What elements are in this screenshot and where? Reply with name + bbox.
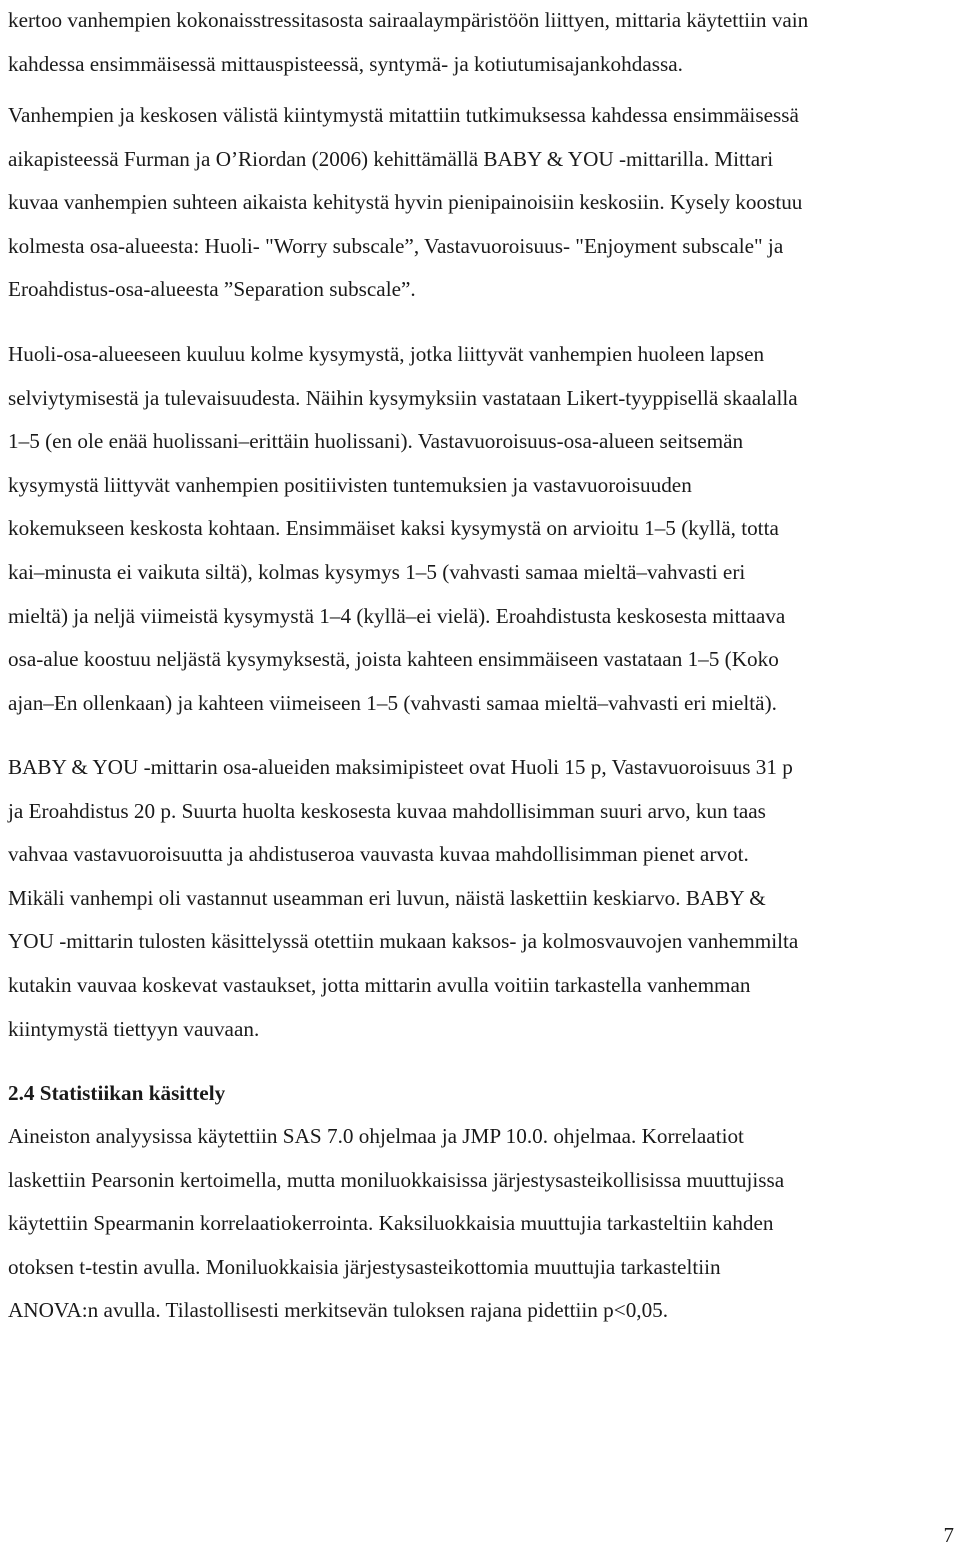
paragraph-statistics: Aineiston analyysissa käytettiin SAS 7.0 ohjelmaa ja JMP 10.0. ohjelmaa. Korrelaatiot laskettiin Pearsonin kertoimella, mutta moniluokkaisissa järjestysasteikollisissa muuttujissa käytettiin Spearmanin korrelaatiokerrointa. Kaksiluokkaisia muuttujia tarkasteltiin kahden otoksen t-testin avulla. Moniluokkaisia järjestysasteikottomia muuttujia tarkasteltiin ANOVA:n avulla. Tilastollisesti merkitsevän tuloksen rajana pidettiin p<0,05. bbox=[8, 1124, 785, 1323]
paragraph-baby-and-you-intro: Vanhempien ja keskosen välistä kiintymystä mitattiin tutkimuksessa kahdessa ensimmäisessä aikapisteessä Furman ja O’Riordan (2006) kehittämällä BABY & YOU -mittarilla. Mittari kuvaa vanhempien suhteen aikaista kehitystä hyvin pienipainoisiin keskosiin. Kysely koostuu kolmesta osa-alueesta: Huoli- "Worry subscale”, Vastavuoroisuus- "Enjoyment subscale" ja Eroahdistus-osa-alueesta ”Separation subscale”. bbox=[8, 103, 803, 302]
paragraph-max-scores: BABY & YOU -mittarin osa-alueiden maksimipisteet ovat Huoli 15 p, Vastavuoroisuus 31 p ja Eroahdistus 20 p. Suurta huolta keskosesta kuvaa mahdollisimman suuri arvo, kun taas vahvaa vastavuoroisuutta ja ahdistuseroa vauvasta kuvaa mahdollisimman pienet arvot. Mikäli vanhempi oli vastannut useamman eri luvun, näistä laskettiin keskiarvo. BABY & YOU -mittarin tulosten käsittelyssä otettiin mukaan kaksos- ja kolmosvauvojen vanhemmilta kutakin vauvaa koskevat vastaukset, jotta mittarin avulla voitiin tarkastella vanhemman kiintymystä tiettyyn vauvaan. bbox=[8, 755, 799, 1041]
page-number: 7 bbox=[943, 1523, 954, 1547]
paragraph-subscales: Huoli-osa-alueeseen kuuluu kolme kysymystä, jotka liittyvät vanhempien huoleen lapsen selviytymisestä ja tulevaisuudesta. Näihin kysymyksiin vastataan Likert-tyyppisellä skaalalla 1–5 (en ole enää huolissani–erittäin huolissani). Vastavuoroisuus-osa-alueen seitsemän kysymystä liittyvät vanhempien positiivisten tuntemuksien ja vastavuoroisuuden kokemukseen keskosta kohtaan. Ensimmäiset kaksi kysymystä on arvioitu 1–5 (kyllä, totta kai–minusta ei vaikuta siltä), kolmas kysymys 1–5 (vahvasti samaa mieltä–vahvasti eri mieltä) ja neljä viimeistä kysymystä 1–4 (kyllä–ei vielä). Eroahdistusta keskosesta mittaava osa-alue koostuu neljästä kysymyksestä, joista kahteen ensimmäiseen vastataan 1–5 (Koko ajan–En ollenkaan) ja kahteen viimeiseen 1–5 (vahvasti samaa mieltä–vahvasti eri mieltä). bbox=[8, 342, 798, 715]
section-heading: 2.4 Statistiikan käsittely bbox=[8, 1081, 226, 1105]
paragraph-stress-measure: kertoo vanhempien kokonaisstressitasosta sairaalaympäristöön liittyen, mittaria käytettiin vain kahdessa ensimmäisessä mittauspisteessä, syntymä- ja kotiutumisajankohdassa. bbox=[8, 8, 809, 76]
